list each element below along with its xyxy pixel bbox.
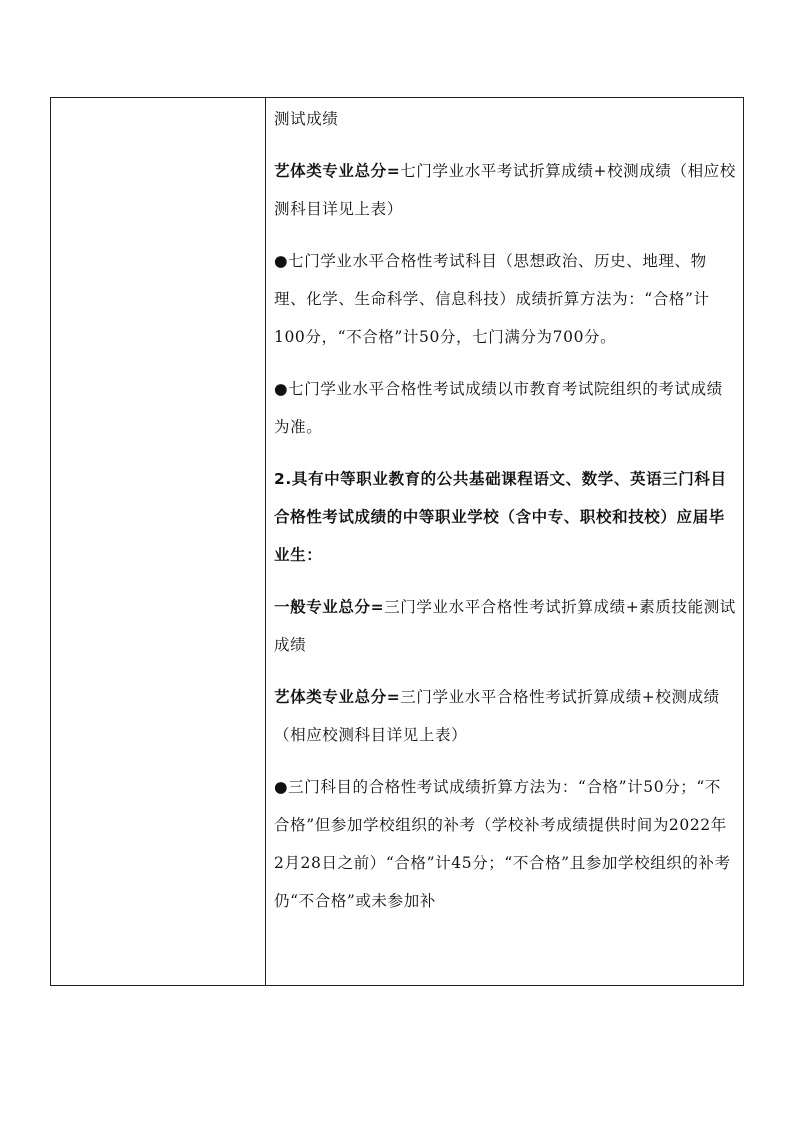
paragraph-text: ●七门学业水平合格性考试科目（思想政治、历史、地理、物理、化学、生命科学、信息科技）成绩折算方法为：“合格”计100分，“不合格”计50分，七门满分为700分。 (274, 252, 710, 346)
paragraph-text: 测试成绩 (274, 110, 339, 128)
paragraph-art-total-three (274, 678, 737, 754)
paragraph-art-total-seven (274, 152, 737, 228)
table-left-column (51, 98, 266, 985)
paragraph-three-subjects-method (274, 768, 737, 920)
paragraph-bold-lead: 一般专业总分= (274, 598, 385, 616)
paragraph-text: ●三门科目的合格性考试成绩折算方法为：“合格”计50分；“不合格”但参加学校组织的补考（学校补考成绩提供时间为2022年2月28日之前）“合格”计45分；“不合格”且参加学校组织的补考仍“不合格”或未参加补 (274, 778, 731, 910)
paragraph-vocational-heading (274, 460, 737, 574)
paragraph-seven-subjects-basis (274, 370, 737, 446)
paragraph-text: 三门学业水平合格性考试折算成绩+素质技能测试成绩 (274, 598, 736, 654)
paragraph-bold-lead: 2.具有中等职业教育的公共基础课程语文、数学、英语三门科目合格性考试成绩的中等职业学校（含中专、职校和技校）应届毕业生： (274, 470, 727, 564)
paragraph-continuation (274, 100, 737, 138)
paragraph-seven-subjects-method (274, 242, 737, 356)
paragraph-text: 七门学业水平考试折算成绩+校测成绩（相应校测科目详见上表） (274, 162, 736, 218)
paragraph-text: 三门学业水平合格性考试折算成绩+校测成绩（相应校测科目详见上表） (274, 688, 720, 744)
paragraph-bold-lead: 艺体类专业总分= (274, 162, 401, 180)
table-right-column (266, 98, 743, 985)
paragraph-bold-lead: 艺体类专业总分= (274, 688, 401, 706)
score-table (50, 97, 744, 986)
paragraph-general-total (274, 588, 737, 664)
paragraph-text: ●七门学业水平合格性考试成绩以市教育考试院组织的考试成绩为准。 (274, 380, 723, 436)
